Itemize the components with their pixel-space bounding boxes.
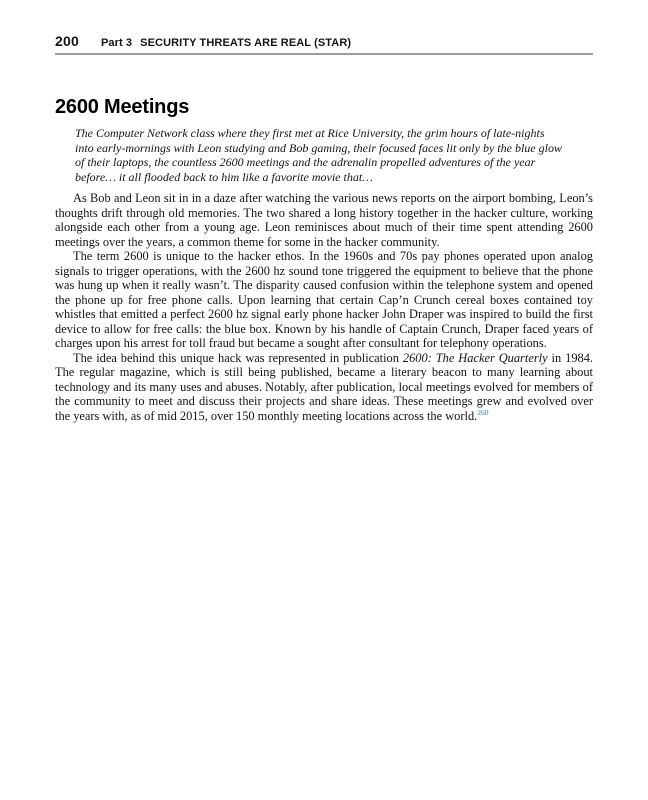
paragraph bbox=[55, 351, 593, 424]
paragraph bbox=[55, 191, 593, 249]
section-title: 2600 Meetings bbox=[55, 96, 190, 118]
paragraph-text: in 1984. The regular magazine, which is still being published, became a literary beacon to many learning about technology and its many uses and abuses. Notably, after publication, local meetings evolved for members of the community to meet and discuss their projects and share ideas. These meetings grew and evolved over the years with, as of mid 2015, over 150 monthly meeting locations across the world. bbox=[55, 350, 594, 423]
part-title: SECURITY THREATS ARE REAL (STAR) bbox=[140, 37, 352, 49]
epigraph: The Computer Network class where they first met at Rice University, the grim hours of late-nights into early-mornings with Leon studying and Bob gaming, their focused faces lit only by the blue glow of their laptops, the countless 2600 meetings and the adrenalin propelled adventures of the year before… it all flooded back to him like a favorite movie that… bbox=[75, 126, 562, 184]
running-head bbox=[55, 33, 593, 49]
body-text bbox=[55, 191, 593, 423]
header-rule bbox=[55, 53, 593, 55]
paragraph bbox=[55, 249, 593, 351]
paragraph-text: The term 2600 is unique to the hacker ethos. In the 1960s and 70s pay phones operated upon analog signals to trigger operations, with the 2600 hz sound tone triggered the equipment to believe that the phone was hung up when it really wasn’t. The disparity caused confusion within the telephone system and opened the phone up for free phone calls. Upon learning that certain Cap’n Crunch cereal boxes contained toy whistles that emitted a perfect 2600 hz signal early phone hacker John Draper was inspired to build the first device to allow for free calls: the blue box. Known by his handle of Captain Crunch, Draper faced years of charges upon his arrest for toll fraud but became a sought after consultant for telephony operations. bbox=[55, 249, 593, 351]
italic-text: 2600: The Hacker Quarterly bbox=[402, 350, 548, 365]
page-number: 200 bbox=[55, 33, 79, 49]
part-label: Part 3 bbox=[100, 37, 133, 49]
paragraph-text: As Bob and Leon sit in in a daze after watching the various news reports on the airport bombing, Leon’s thoughts drift through old memories. The two shared a long history together in the hacker culture, working alongside each other from a young age. Leon reminisces about much of their time spent attending 2600 meetings over the years, a common theme for some in the hacker community. bbox=[55, 191, 593, 249]
paragraph-text: The idea behind this unique hack was represented in publication bbox=[73, 350, 403, 365]
footnote-ref[interactable]: 260 bbox=[477, 407, 489, 417]
